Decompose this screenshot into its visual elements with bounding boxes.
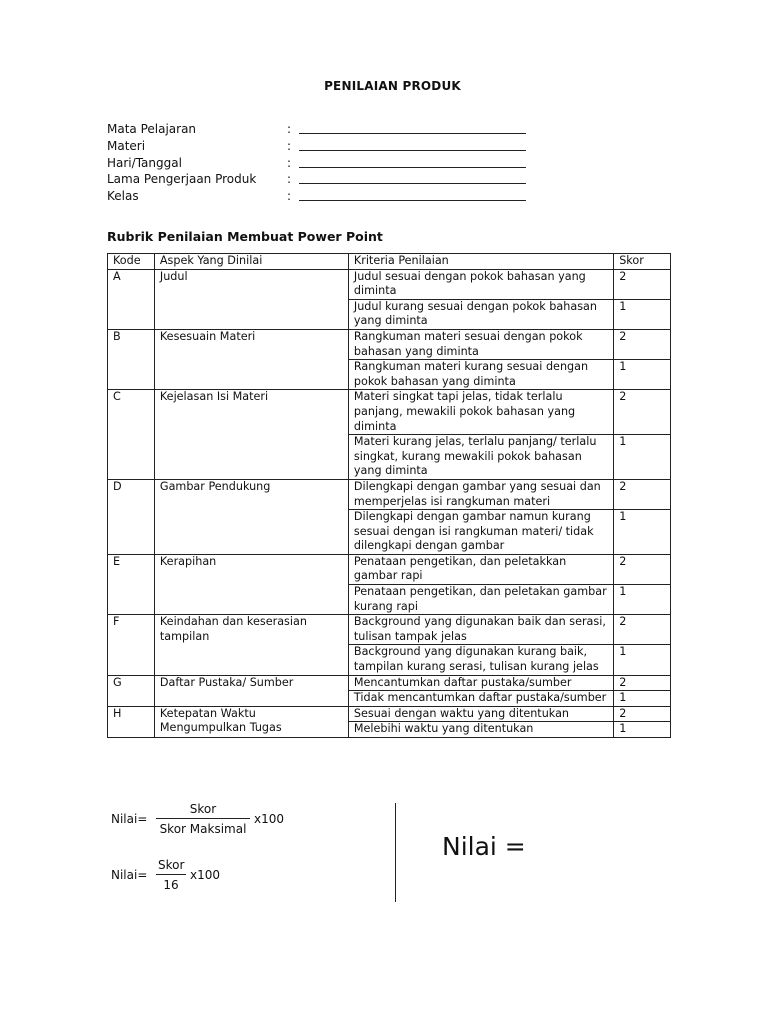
skor-cell: 2 [614, 390, 671, 435]
formula-1-numerator: Skor [189, 802, 217, 816]
identity-label: Kelas [107, 189, 139, 204]
formula-1-multiplier: x100 [254, 812, 285, 826]
blank-line [299, 188, 526, 201]
identity-row-materi [107, 138, 526, 155]
kriteria-cell: Penataan pengetikan, dan peletakan gambar kurang rapi [348, 585, 613, 615]
formula-2-denominator: 16 [163, 878, 179, 892]
kriteria-cell: Dilengkapi dengan gambar yang sesuai dan memperjelas isi rangkuman materi [348, 479, 613, 509]
skor-cell: 1 [614, 585, 671, 615]
kriteria-cell: Background yang digunakan baik dan serasi, tulisan tampak jelas [348, 615, 613, 645]
identity-colon: : [287, 189, 292, 204]
header-kode: Kode [108, 254, 155, 270]
header-aspek: Aspek Yang Dinilai [154, 254, 348, 270]
formula-1-fraction [156, 802, 250, 836]
table-row [108, 390, 671, 435]
fraction-bar [156, 818, 250, 819]
skor-cell: 1 [614, 299, 671, 329]
table-row [108, 615, 671, 645]
blank-line [299, 121, 526, 134]
aspek-cell: Ketepatan Waktu Mengumpulkan Tugas [154, 706, 348, 737]
kode-cell: A [108, 269, 155, 329]
skor-cell: 2 [614, 706, 671, 722]
aspek-cell: Judul [154, 269, 348, 329]
table-header-row [108, 254, 671, 270]
aspek-cell: Gambar Pendukung [154, 479, 348, 554]
identity-fields [107, 121, 526, 205]
skor-cell: 1 [614, 645, 671, 675]
aspek-cell: Kerapihan [154, 554, 348, 614]
identity-label: Lama Pengerjaan Produk [107, 172, 257, 187]
kriteria-cell: Tidak mencantumkan daftar pustaka/sumber [348, 691, 613, 707]
identity-colon: : [287, 122, 292, 136]
aspek-cell: Kesesuain Materi [154, 329, 348, 389]
kriteria-cell: Mencantumkan daftar pustaka/sumber [348, 675, 613, 691]
formula-2-fraction [156, 858, 186, 892]
rubric-table [107, 253, 671, 738]
kode-cell: F [108, 615, 155, 675]
kode-cell: E [108, 554, 155, 614]
skor-cell: 2 [614, 269, 671, 299]
kriteria-cell: Penataan pengetikan, dan peletakkan gambar rapi [348, 554, 613, 584]
skor-cell: 2 [614, 615, 671, 645]
kode-cell: G [108, 675, 155, 706]
identity-row-lama-pengerjaan [107, 171, 526, 188]
table-row [108, 706, 671, 722]
kode-cell: B [108, 329, 155, 389]
kriteria-cell: Materi singkat tapi jelas, tidak terlalu panjang, mewakili pokok bahasan yang diminta [348, 390, 613, 435]
blank-line [299, 155, 526, 168]
header-skor: Skor [614, 254, 671, 270]
formula-2-multiplier: x100 [190, 868, 221, 882]
identity-colon: : [287, 138, 292, 153]
identity-row-hari-tanggal [107, 155, 526, 172]
skor-cell: 1 [614, 691, 671, 707]
skor-cell: 2 [614, 329, 671, 359]
identity-colon: : [287, 172, 292, 187]
vertical-divider [395, 803, 396, 902]
blank-line [299, 171, 526, 184]
table-row [108, 479, 671, 509]
blank-line [299, 138, 526, 151]
identity-label: Materi [107, 138, 146, 153]
formula-2-numerator: Skor [158, 858, 185, 872]
identity-row-kelas [107, 188, 526, 205]
aspek-cell: Keindahan dan keserasian tampilan [154, 615, 348, 675]
kriteria-cell: Rangkuman materi sesuai dengan pokok bahasan yang diminta [348, 329, 613, 359]
nilai-label: Nilai = [442, 832, 526, 861]
skor-cell: 2 [614, 675, 671, 691]
kriteria-cell: Background yang digunakan kurang baik, tampilan kurang serasi, tulisan kurang jelas [348, 645, 613, 675]
header-kriteria: Kriteria Penilaian [348, 254, 613, 270]
identity-row-mata-pelajaran [107, 121, 526, 138]
table-row [108, 269, 671, 299]
kriteria-cell: Dilengkapi dengan gambar namun kurang sesuai dengan isi rangkuman materi/ tidak dilengkapi dengan gambar [348, 510, 613, 555]
skor-cell: 2 [614, 479, 671, 509]
kode-cell: D [108, 479, 155, 554]
identity-label: Mata Pelajaran [107, 122, 197, 136]
aspek-cell: Daftar Pustaka/ Sumber [154, 675, 348, 706]
skor-cell: 2 [614, 554, 671, 584]
kode-cell: C [108, 390, 155, 480]
skor-cell: 1 [614, 435, 671, 480]
identity-label: Hari/Tanggal [107, 155, 182, 170]
kriteria-cell: Judul sesuai dengan pokok bahasan yang diminta [348, 269, 613, 299]
kriteria-cell: Materi kurang jelas, terlalu panjang/ terlalu singkat, kurang mewakili pokok bahasan yang diminta [348, 435, 613, 480]
kriteria-cell: Sesuai dengan waktu yang ditentukan [348, 706, 613, 722]
table-row [108, 554, 671, 584]
fraction-bar [156, 874, 186, 875]
kode-cell: H [108, 706, 155, 737]
identity-colon: : [287, 155, 292, 170]
kriteria-cell: Judul kurang sesuai dengan pokok bahasan yang diminta [348, 299, 613, 329]
formula-1-denominator: Skor Maksimal [159, 822, 247, 836]
aspek-cell: Kejelasan Isi Materi [154, 390, 348, 480]
skor-cell: 1 [614, 722, 671, 738]
kriteria-cell: Rangkuman materi kurang sesuai dengan pokok bahasan yang diminta [348, 360, 613, 390]
skor-cell: 1 [614, 360, 671, 390]
table-row [108, 329, 671, 359]
rubric-title: Rubrik Penilaian Membuat Power Point [107, 229, 383, 244]
page-title: PENILAIAN PRODUK [324, 79, 461, 93]
formula-2-lhs: Nilai= [111, 868, 148, 882]
skor-cell: 1 [614, 510, 671, 555]
kriteria-cell: Melebihi waktu yang ditentukan [348, 722, 613, 738]
formula-1-lhs: Nilai= [111, 812, 148, 826]
table-row [108, 675, 671, 691]
